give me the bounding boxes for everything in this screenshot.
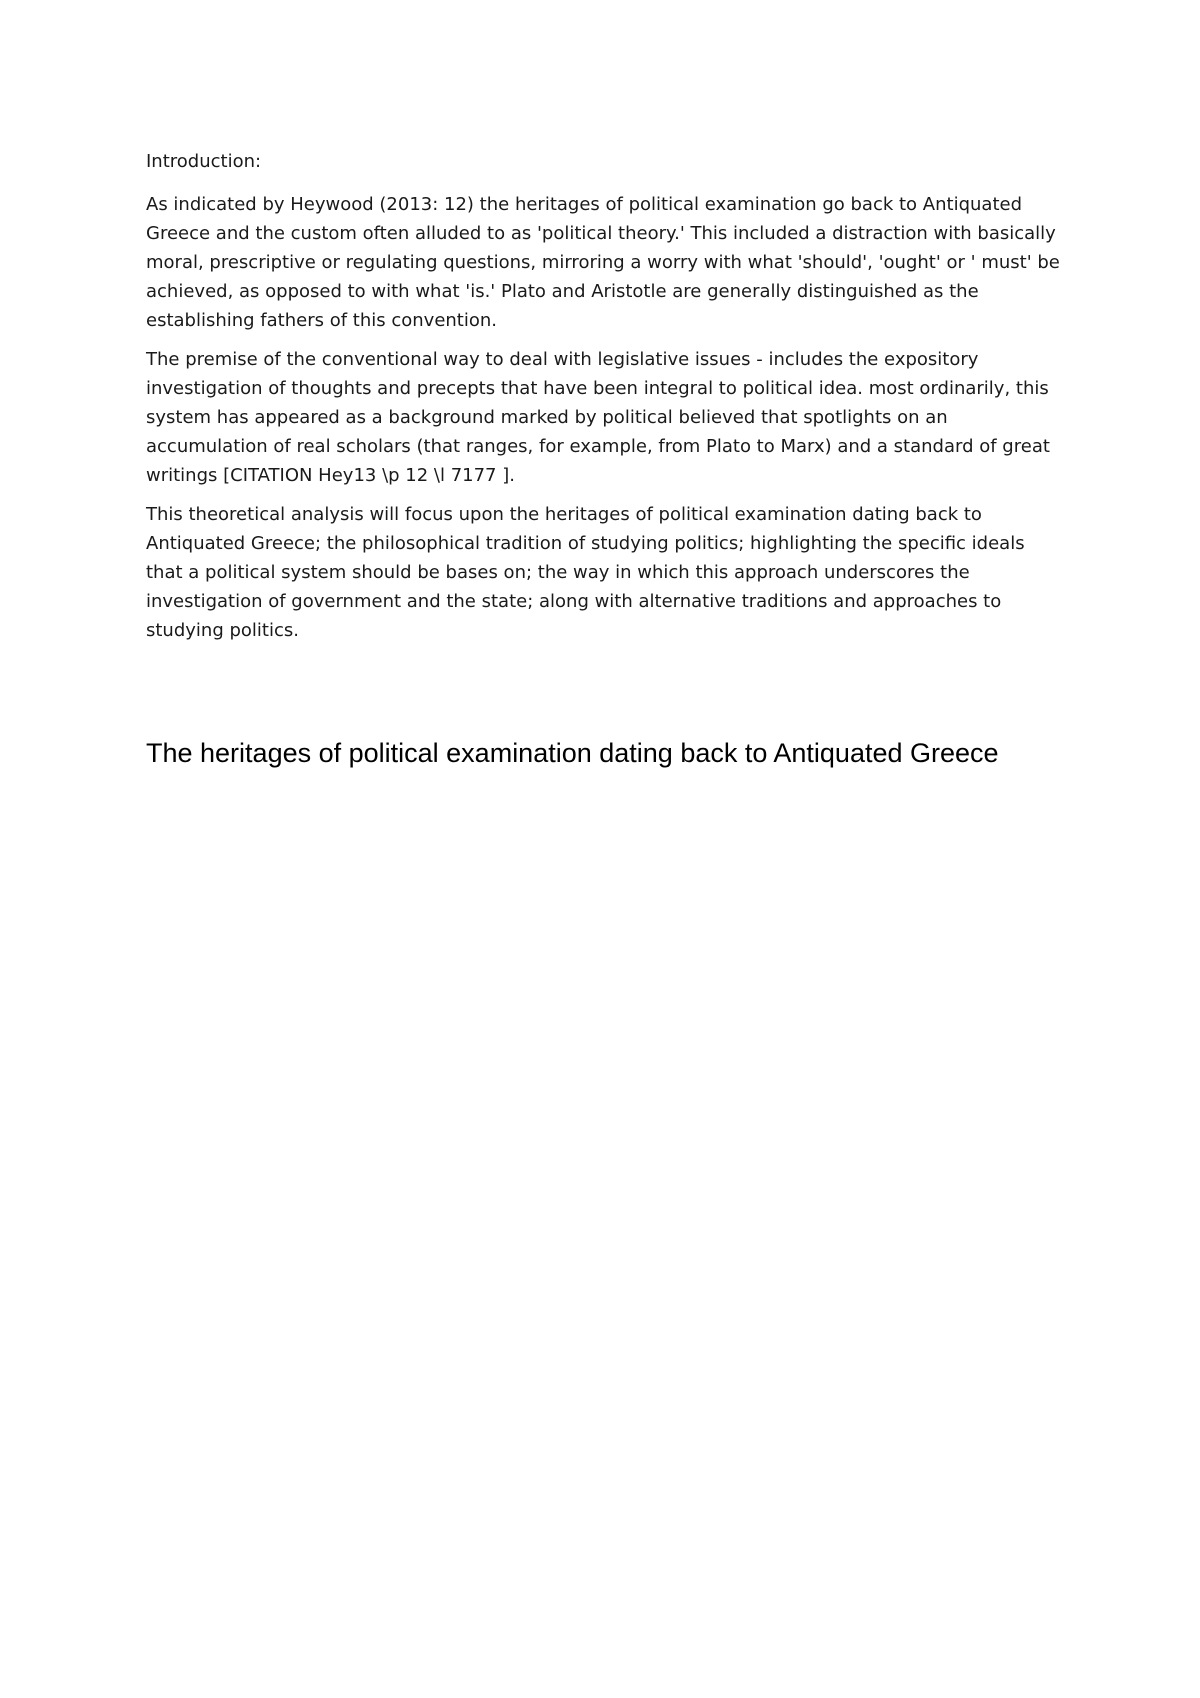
section-heading: The heritages of political examination dating back to Antiquated Greece: [146, 738, 999, 768]
paragraph-analysis-focus: This theoretical analysis will focus upon the heritages of political examination dating back to Antiquated Greece; the philosophical tradition of studying politics; highlighting the specific ideals that a political system should be bases on; the way in which this approach underscores the investigation of government and the state; along with alternative traditions and approaches to studying politics.: [146, 504, 1025, 641]
document-body: [146, 147, 1066, 655]
paragraph-heywood: As indicated by Heywood (2013: 12) the heritages of political examination go back to Antiquated Greece and the custom often alluded to as 'political theory.' This included a distraction with basically moral, prescriptive or regulating questions, mirroring a worry with what 'should', 'ought' or ' must' be achieved, as opposed to with what 'is.' Plato and Aristotle are generally distinguished as the establishing fathers of this convention.: [146, 194, 1060, 331]
paragraph-conventional-approach: The premise of the conventional way to deal with legislative issues - includes the expository investigation of thoughts and precepts that have been integral to political idea. most ordinarily, this system has appeared as a background marked by political believed that spotlights on an accumulation of real scholars (that ranges, for example, from Plato to Marx) and a standard of great writings [CITATION Hey13 \p 12 \l 7177 ].: [146, 349, 1050, 486]
introduction-label: Introduction:: [146, 151, 262, 172]
